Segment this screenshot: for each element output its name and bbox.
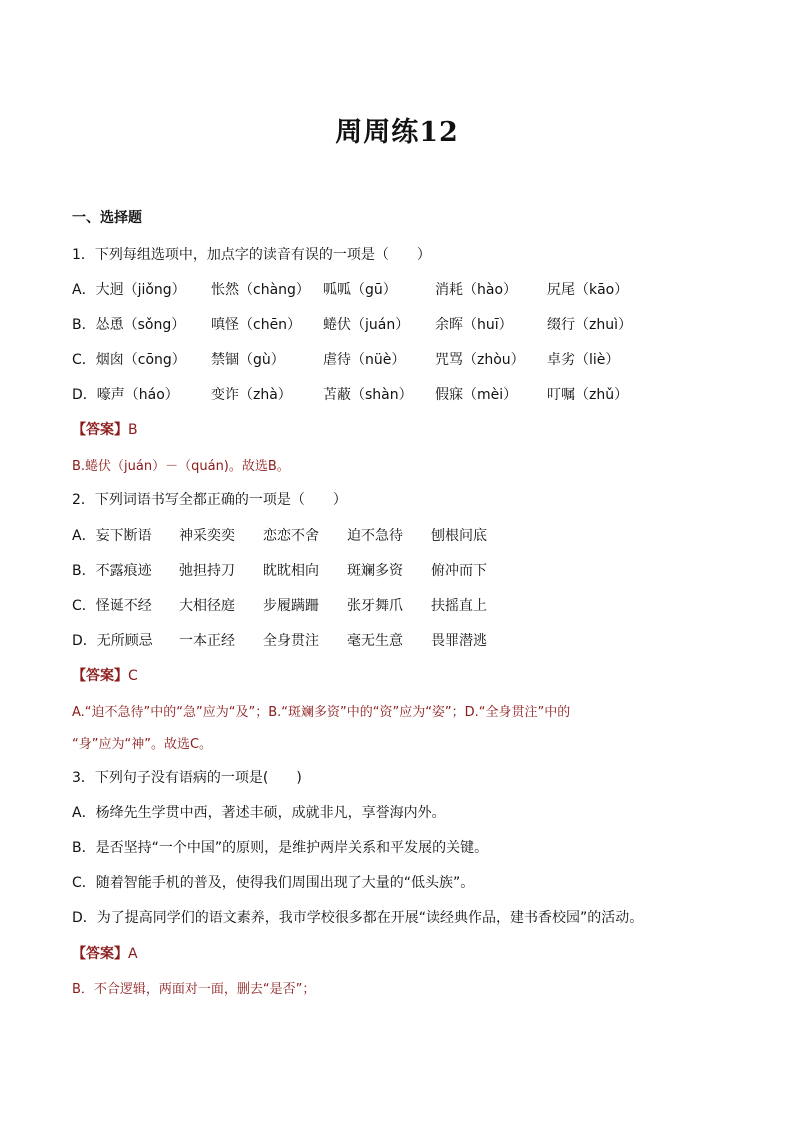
option-cell: C．怪诞不经 [72,598,152,614]
option-cell: 余晖（huī） [435,317,513,333]
question-3-option-a: A．杨绛先生学贯中西，著述丰硕，成就非凡，享誉海内外。 [72,805,446,821]
option-cell: 叮嘱（zhǔ） [547,387,629,403]
option-cell: B．怂恿（sǒng） [72,317,186,333]
question-2-answer [72,665,138,685]
option-cell: 恋恋不舍 [263,528,319,544]
option-cell: A．妄下断语 [72,528,152,544]
option-cell: 斑斓多资 [347,563,403,579]
option-cell: 全身贯注 [263,633,319,649]
question-1-answer [72,419,138,439]
option-cell: 咒骂（zhòu） [435,352,525,368]
option-cell: D．无所顾忌 [72,633,153,649]
option-cell: 虐待（nüè） [323,352,406,368]
option-cell: 毫无生意 [347,633,403,649]
answer-value: C [128,668,138,684]
option-cell: 苫蔽（shàn） [323,387,413,403]
answer-label: 【答案】 [72,946,128,962]
question-3-explanation: B．不合逻辑，两面对一面，删去“是否”； [72,982,316,997]
answer-value: A [128,946,138,962]
option-cell: 尻尾（kāo） [547,282,629,298]
option-cell: C．烟囱（cōng） [72,352,186,368]
question-3-option-b: B．是否坚持“一个中国”的原则，是维护两岸关系和平发展的关键。 [72,840,489,856]
option-cell: 假寐（mèi） [435,387,518,403]
option-cell: 禁锢（gù） [211,352,285,368]
option-cell: 张牙舞爪 [347,598,403,614]
question-2-explanation: A.“迫不急待”中的“急”应为“及”；B.“斑斓多资”中的“资”应为“姿”；D.“全身贯注”中的 [72,705,571,720]
option-cell: 变诈（zhà） [211,387,292,403]
option-cell: D．嚎声（háo） [72,387,179,403]
option-cell: 迫不急待 [347,528,403,544]
option-cell: 俯冲而下 [431,563,487,579]
option-cell: A．大迥（jiǒng） [72,282,186,298]
question-1-explanation: B.蜷伏（juán）－（quán)。故选B。 [72,459,290,474]
option-cell: 步履蹒跚 [263,598,319,614]
question-2-stem: 2．下列词语书写全都正确的一项是（ ） [72,492,347,508]
option-cell: 神采奕奕 [179,528,235,544]
option-cell: 弛担持刀 [179,563,235,579]
question-2-explanation-cont: “身”应为“神”。故选C。 [72,737,213,752]
section-heading: 一、选择题 [72,210,142,226]
option-cell: 眈眈相向 [263,563,319,579]
option-cell: 消耗（hào） [435,282,518,298]
answer-label: 【答案】 [72,422,128,438]
question-1-stem: 1．下列每组选项中，加点字的读音有误的一项是（ ） [72,247,431,263]
option-cell: 一本正经 [179,633,235,649]
question-3-stem: 3．下列句子没有语病的一项是( ) [72,770,302,786]
option-cell: 缀行（zhuì） [547,317,632,333]
option-cell: 怅然（chàng） [211,282,310,298]
question-3-option-d: D．为了提高同学们的语文素养，我市学校很多都在开展“读经典作品，建书香校园”的活动。 [72,910,644,926]
option-cell: 呱呱（gū） [323,282,397,298]
answer-label: 【答案】 [72,668,128,684]
option-cell: 大相径庭 [179,598,235,614]
option-cell: 嗔怪（chēn） [211,317,302,333]
question-3-option-c: C．随着智能手机的普及，使得我们周围出现了大量的“低头族”。 [72,875,475,891]
question-3-answer [72,943,138,963]
option-cell: 卓劣（liè） [547,352,620,368]
option-cell: 畏罪潜逃 [431,633,487,649]
option-cell: 刨根问底 [431,528,487,544]
option-cell: 蜷伏（juán） [323,317,410,333]
option-cell: 扶摇直上 [431,598,487,614]
page-title: 周周练12 [335,117,459,148]
option-cell: B．不露痕迹 [72,563,152,579]
answer-value: B [128,422,138,438]
